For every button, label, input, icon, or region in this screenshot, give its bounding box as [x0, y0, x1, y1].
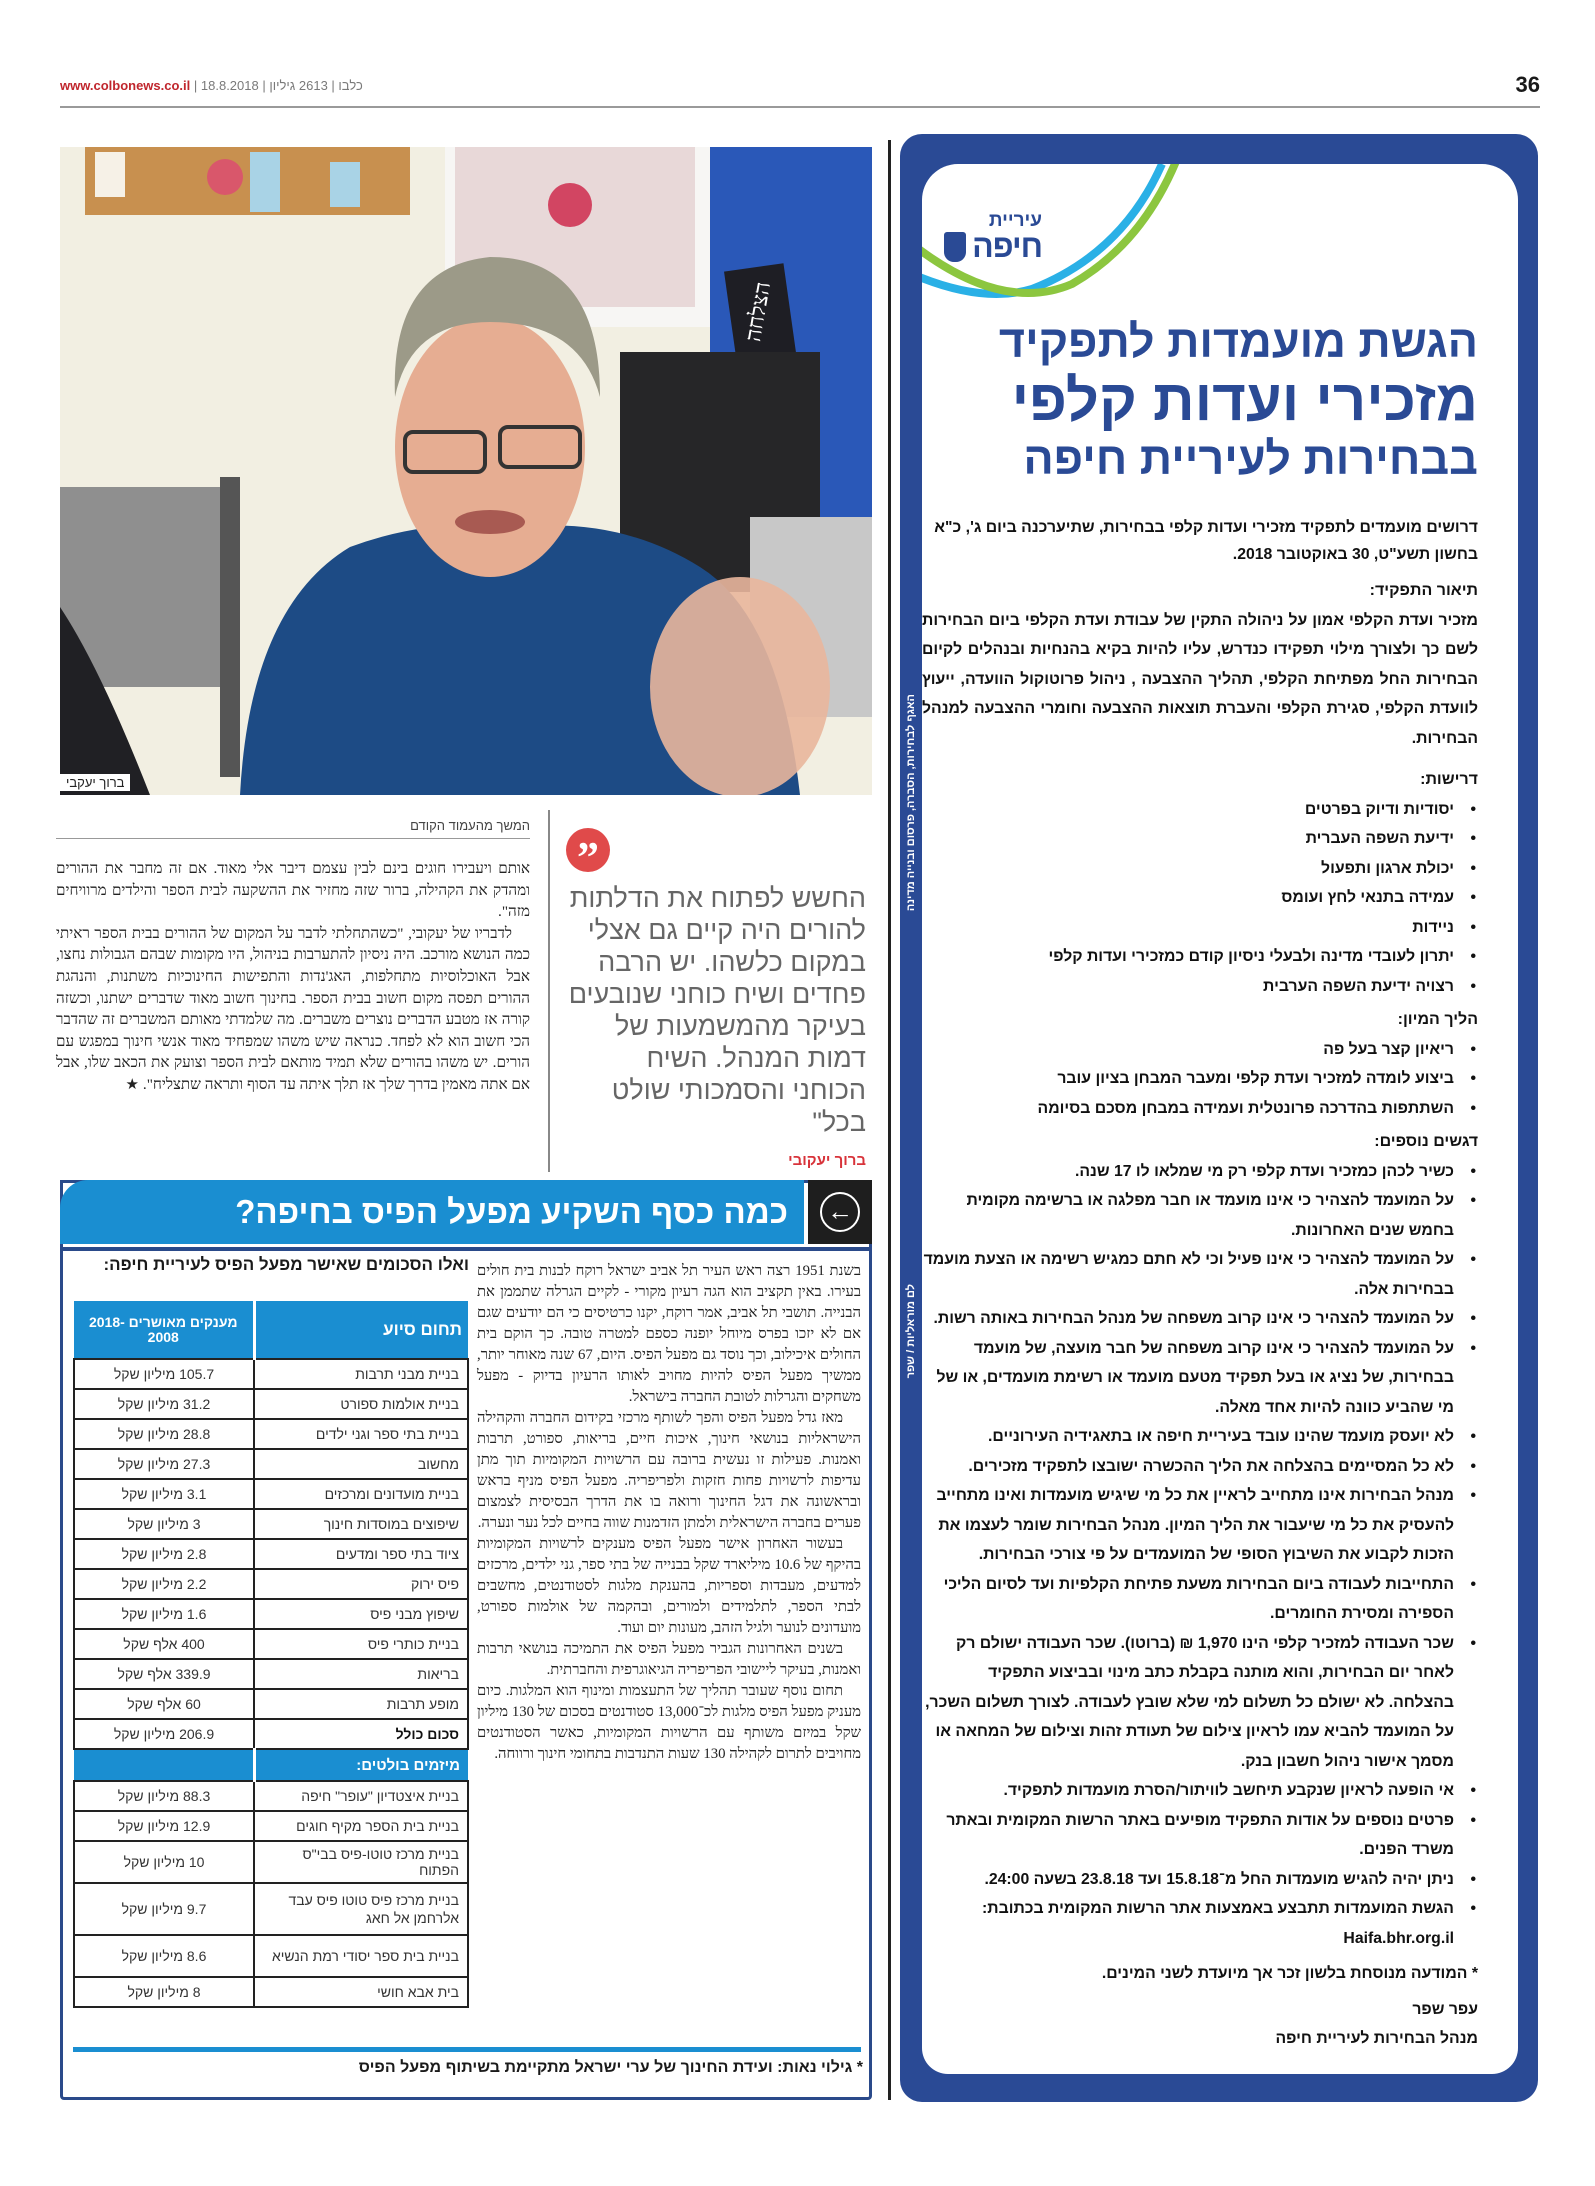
logo-big-text: חיפה	[972, 228, 1042, 264]
process-item: • ריאיון קצר בעל פה	[922, 1035, 1454, 1065]
table-cell-amount: 339.9 אלף שקל	[74, 1659, 254, 1689]
paper-name: כלבו	[338, 78, 363, 93]
table-cell-category: פיס ירוק	[254, 1569, 468, 1599]
page-header	[60, 72, 1540, 100]
table-row	[74, 1841, 468, 1883]
photo-credit: ברוך יעקבי	[60, 774, 130, 791]
info-box-header	[60, 1180, 872, 1244]
note-item: • שכר העבודה למזכיר קלפי הינו 1,970 ₪ (ברוטו). שכר העבודה ישולם רק לאחר יום הבחירות, והוא מותנה בקבלת כתב מינוי ובביצוע התפקיד בהצלחה. לא ישולם כל תשלום למי שלא שובץ לעבודה. לצורך תשלום השכר, על המועמד להביא עמו לראיון צילום של תעודת זהות וצילום של המחאה או מסמך אישור ניהול חשבון בנק.	[922, 1629, 1454, 1777]
table-row	[74, 1629, 468, 1659]
note-item: • לא כל המסיימים בהצלחה את הליך ההכשרה ישובצו לתפקיד מזכירים.	[922, 1452, 1454, 1482]
table-cell-category: בניית אולמות ספורט	[254, 1389, 468, 1419]
table-cell-category: בניית מבני תרבות	[254, 1359, 468, 1389]
table-cell-amount: 27.3 מיליון שקל	[74, 1449, 254, 1479]
table-cell-amount: 12.9 מיליון שקל	[74, 1811, 254, 1841]
ad-panel	[922, 164, 1518, 2074]
table-row	[74, 1599, 468, 1629]
ad-body	[922, 514, 1478, 2054]
process-item: • ביצוע לומדה למזכיר ועדת קלפי ומעבר המבחן בציון עובר	[922, 1064, 1454, 1094]
table-total-row	[74, 1719, 468, 1749]
note-item: • אי הופעה לראיון שנקבע תיחשב לוויתור/הסרת מועמדות לתפקיד.	[922, 1776, 1454, 1806]
table-row	[74, 1479, 468, 1509]
table-cell-category: בניית מרכז טוטו-פיס בבי"ס הפתוח	[254, 1841, 468, 1883]
pull-quote	[548, 810, 878, 1172]
table-cell-amount: 28.8 מיליון שקל	[74, 1419, 254, 1449]
table-row	[74, 1449, 468, 1479]
requirement-item: • יכולת ארגון ותפעול	[922, 854, 1454, 884]
issue-date: 18.8.2018	[200, 78, 259, 93]
process-list	[922, 1035, 1478, 1124]
logo-small-text: עיריית	[988, 210, 1042, 231]
table-cell-category: בניית מועדונים ומרכזים	[254, 1479, 468, 1509]
table-cell-category: בניית בית ספר יסודי רמת הנשיא	[254, 1935, 468, 1977]
requirement-item: • יסודיות ודיוק בפרטים	[922, 795, 1454, 825]
ad-headline	[918, 314, 1478, 486]
table-cell-category: ציוד בתי ספר ומדעים	[254, 1539, 468, 1569]
info-header-divider	[63, 1247, 869, 1251]
info-paragraph: בשנים האחרונות הגביר מפעל הפיס את התמיכה בנושאי תרבות ואמנות, בעיקר ליישובי הפריפריה הגיאוגרפית והחברתית.	[477, 1641, 861, 1678]
table-row	[74, 1419, 468, 1449]
note-item: • כשיר לכהן כמזכיר ועדת קלפי רק מי שמלאו לו 17 שנה.	[922, 1157, 1454, 1187]
table-subheader: מיזמים בולטים:	[254, 1749, 468, 1781]
continued-divider	[56, 838, 530, 839]
table-cell-amount: 8.6 מיליון שקל	[74, 1935, 254, 1977]
table-cell-amount: 8 מיליון שקל	[74, 1977, 254, 2007]
table-row	[74, 1689, 468, 1719]
table-cell-amount: 2.8 מיליון שקל	[74, 1539, 254, 1569]
ad-side-credit: לם מוראליות / שפר	[905, 1284, 917, 1379]
table-header-row	[74, 1301, 468, 1359]
table-cell-category: מחשוב	[254, 1449, 468, 1479]
section-title: תיאור התפקיד:	[1369, 582, 1478, 599]
haifa-elections-ad	[900, 134, 1538, 2102]
table-cell-amount: 206.9 מיליון שקל	[74, 1719, 254, 1749]
headline-line: מזכירי ועדות קלפי	[1011, 368, 1478, 433]
table-cell-category: בניית איצטדיון "עופר" חיפה	[254, 1781, 468, 1811]
table-cell-amount: 105.7 מיליון שקל	[74, 1359, 254, 1389]
table-cell-category: בניית בית הספר מקיף חוגים	[254, 1811, 468, 1841]
table-row	[74, 1659, 468, 1689]
column-header: תחום סיוע	[254, 1301, 468, 1359]
requirement-item: • יתרון לעובדי מדינה ולבעלי ניסיון קודם כמזכירי ועדות קלפי	[922, 942, 1454, 972]
requirement-item: • ניידות	[922, 913, 1454, 943]
info-body	[477, 1261, 869, 1765]
table-row	[74, 1359, 468, 1389]
page-number: 36	[1515, 72, 1540, 97]
info-paragraph: בעשור האחרון אישר מפעל הפיס מענקים לרשויות המקומיות בהיקף של 10.6 מיליארד שקל בבנייה של בתי ספר, גני ילדים, מרכזים למדעים, מעבדות וספריות, בהענקת מלגות לסטודנטים, מחשבים לבתי הספר, לתלמידים ולמורים, ובהקמה של אולמות ספורט, מועדונים לנוער ולגיל הזהב, מעונות יום ועוד.	[477, 1536, 861, 1636]
note-item: • על המועמד להצהיר כי אינו מועמד או חבר מפלגה או ברשימה מקומית בחמש שנים האחרונות.	[922, 1186, 1454, 1245]
table-cell-amount: 400 אלף שקל	[74, 1629, 254, 1659]
note-item: • התחייבות לעבודה ביום הבחירות משעת פתיחת הקלפיות ועד לסיום הליכי הספירה ומסירת החומרים.	[922, 1570, 1454, 1629]
article-photo	[60, 147, 872, 795]
note-item: • ניתן יהיה להגיש מועמדות החל מ־15.8.18 ועד 23.8.18 בשעה 24:00.	[922, 1865, 1454, 1895]
table-cell-category: בניית בתי ספר וגני ילדים	[254, 1419, 468, 1449]
requirement-item: • ידיעת השפה העברית	[922, 824, 1454, 854]
table-cell-category: מופע תרבות	[254, 1689, 468, 1719]
info-paragraph: תחום נוסף שעובר תהליך של התעצמות ומינוף הוא המלגות. כיום מעניק מפעל הפיס מלגות לכ־13,000 סטודנטים בסכום של 130 מיליון שקל במיזם משותף עם הרשויות המקומיות, כאשר הסטודנטים מחויבים לתרום לקהילה 130 שעות התנדבות בתחומי חינוך ורווחה.	[477, 1683, 861, 1762]
portrait-illustration	[60, 147, 872, 795]
table-cell-category: בניית מרכז פיס טוטו פיס עבד אלרחמן אל חאג	[254, 1883, 468, 1935]
quote-mark-icon: ”	[566, 828, 610, 872]
haifa-municipality-logo	[942, 204, 1082, 274]
column-header: מענקים מאושרים 2018-2008	[74, 1301, 254, 1359]
notes-list	[922, 1157, 1478, 1954]
table-row	[74, 1935, 468, 1977]
quote-author: ברוך יעקובי	[788, 1152, 866, 1169]
issue-number: 2613 גיליון	[269, 78, 328, 93]
info-box-title: כמה כסף השקיע מפעל הפיס בחיפה?	[60, 1180, 804, 1244]
table-cell-amount: 10 מיליון שקל	[74, 1841, 254, 1883]
headline-line: הגשת מועמדות לתפקיד	[998, 316, 1478, 367]
note-item: • הגשת המועמדות תתבצע באמצעות אתר הרשות המקומית בכתובת: Haifa.bhr.org.il	[922, 1894, 1454, 1953]
signer-title: מנהל הבחירות לעיריית חיפה	[1275, 2030, 1478, 2047]
process-item: • השתתפות בהדרכה פרונטלית ועמידה במבחן מסכם בסיומה	[922, 1094, 1454, 1124]
table-row	[74, 1883, 468, 1935]
note-item: • פרטים נוספים על אודות התפקיד מופיעים באתר הרשות המקומית ובאתר משרד הפנים.	[922, 1806, 1454, 1865]
article-paragraph: אותם ויעבירו חוגים בינם לבין עצמם דיבר אלי מאוד. אם זה מחבר את ההורים ומהדק את הקהילה, ברור שזה מחזיר את ההשקעה לבית הספר והילדים מרוויחים מזה".	[56, 860, 530, 921]
note-item: • על המועמד להצהיר כי אינו קרוב משפחה של מנהל הבחירות באותה רשות.	[922, 1304, 1454, 1334]
ad-footnote: * המודעה מנוסחת בלשון זכר אך מיועדת לשני המינים.	[1101, 1965, 1478, 1982]
note-item: • על המועמד להצהיר כי אינו פעיל וכי לא חתם כמגיש רשימה או הצעת מועמד בבחירות אלה.	[922, 1245, 1454, 1304]
section-title: דרישות:	[1420, 771, 1478, 788]
table-cell-amount: 60 אלף שקל	[74, 1689, 254, 1719]
site-url[interactable]: www.colbonews.co.il	[60, 78, 191, 93]
role-description: מזכיר ועדת הקלפי אמון על ניהולה התקין של עבודת ועדת הקלפי ביום הבחירות לשם כך ולצורך מילוי תפקידו כנדרש, עליו להיות בקיא בהנחיות ובנהלים לקיום הבחירות החל מפתיחת הקלפי, תהליך ההצבעה , ניהול פרוטוקול הוועדה, ייעוץ לוועדת הקלפי, סגירת הקלפי והעברת תוצאות ההצבעה וחומרי ההצבעה למנהל הבחירות.	[922, 611, 1478, 747]
arrow-left-circle-icon: ←	[808, 1180, 872, 1244]
table-cell-amount: 31.2 מיליון שקל	[74, 1389, 254, 1419]
article-body	[56, 858, 530, 1096]
note-item: • לא יועסק מועמד שהינו עובד בעיריית חיפה או בתאגידיה העירוניים.	[922, 1422, 1454, 1452]
table-title: ואלו הסכומים שאישר מפעל הפיס לעיריית חיפה:	[103, 1255, 469, 1274]
header-divider	[60, 106, 1540, 108]
headline-line: בבחירות לעיריית חיפה	[1023, 433, 1478, 484]
note-item: • על המועמד להצהיר כי אינו קרוב משפחה של חבר מועצה, של מועמד בבחירות, של נציג או בעל תפקיד מטעם מועמד או רשימת מועמדים, או של מי שהביע כוונה להיות אחד מאלה.	[922, 1334, 1454, 1423]
masthead: www.colbonews.co.il | כלבו | 2613 גיליון | 18.8.2018	[60, 78, 363, 93]
table-row	[74, 1811, 468, 1841]
table-row	[74, 1781, 468, 1811]
signer-name: עפר שפר	[1412, 2000, 1478, 2018]
table-row	[74, 1509, 468, 1539]
info-paragraph: מאז גדל מפעל הפיס והפך לשותף מרכזי בקידום החברה והקהילה הישראליות בנושאי חינוך, איכות חיים, בריאות, ספורט, תרבות ואמנות. פעילות זו נעשית ברובה עם הרשויות המקומיות תוך מתן עדיפות לרשויות פחות חזקות ולפריפריה. מפעל הפיס מניף בראש ובראשונה את דגל החינוך ורואה בו את הדרך הבסיסית לצמצום פערים בחברה הישראלית ולמתן הזדמנות שווה בחיים לכל נער ונערה.	[477, 1410, 861, 1531]
requirement-item: • רצויה ידיעת השפה הערבית	[922, 972, 1454, 1002]
table-cell-category: שיפוץ מבני פיס	[254, 1599, 468, 1629]
info-box	[60, 1180, 872, 2100]
table-row	[74, 1977, 468, 2007]
info-footer-divider	[73, 2047, 861, 2052]
column-divider	[888, 140, 891, 2100]
disclosure-note: * גילוי נאות: ועידת החינוך של ערי ישראל מתקיימת בשיתוף מפעל הפיס	[358, 2059, 863, 2076]
quote-text: החשש לפתוח את הדלתות להורים היה קיים גם אצלי במקום כלשהו. יש הרבה פחדים ושיח כוחני שנובעים בעיקר מהמשמעות של דמות המנהל. השיח הכוחני והסמכותי שולט בכל"	[568, 883, 866, 1137]
table-subheader-row	[74, 1749, 468, 1781]
wall-sign: הצלחה	[740, 279, 776, 344]
table-cell-category: סכום כולל	[254, 1719, 468, 1749]
section-title: דגשים נוספים:	[1374, 1133, 1478, 1150]
table-cell-category: שיפוצים במוסדות חינוך	[254, 1509, 468, 1539]
table-cell-category: בית אבא חושי	[254, 1977, 468, 2007]
city-emblem-icon	[944, 232, 966, 262]
table-cell-amount: 9.7 מיליון שקל	[74, 1883, 254, 1935]
ad-side-credit: האגף לבחירות, הסברה, פרסום ובנייה מדינה	[905, 694, 917, 912]
info-paragraph: בשנת 1951 רצה ראש העיר תל אביב ישראל רוקח לבנות בית חולים בעירו. באין תקציב הוא הגה רעיון מקורי - לקיים הגרלה שתממן את הבנייה. תושבי תל אביב, אמר רוקח, יקנו כרטיסים כי הם יודעים שגם אם לא יזכו בפרס מיוחל יופנה כספם למטרה טובה. כך הוקם בית החולים איכילוב, וכך נוסד גם מפעל הפיס. היום, 67 שנה מאוחר יותר, ממשיך מפעל הפיס להיות מחויב לאותו הרעיון בדיוק - מפעל משחקים והגרלות לטובת החברה בישראל.	[477, 1263, 861, 1405]
table-subheader-empty	[74, 1749, 254, 1781]
table-cell-category: בריאות	[254, 1659, 468, 1689]
table-cell-amount: 2.2 מיליון שקל	[74, 1569, 254, 1599]
table-cell-amount: 3 מיליון שקל	[74, 1509, 254, 1539]
requirement-item: • עמידה בתנאי לחץ ועומס	[922, 883, 1454, 913]
table-row	[74, 1389, 468, 1419]
table-cell-category: בניית כותרי פיס	[254, 1629, 468, 1659]
table-row	[74, 1539, 468, 1569]
table-cell-amount: 1.6 מיליון שקל	[74, 1599, 254, 1629]
note-item: • מנהל הבחירות אינו מתחייב לראיין את כל מי שיגיש מועמדות ואינו מתחייב להעסיק את כל מי שיעבור את הליך המיון. מנהל הבחירות שומר לעצמו את הזכות לקבוע את השיבוץ הסופי של המועמדים על פי צורכי הבחירות.	[922, 1481, 1454, 1570]
table-row	[74, 1569, 468, 1599]
table-cell-amount: 88.3 מיליון שקל	[74, 1781, 254, 1811]
table-cell-amount: 3.1 מיליון שקל	[74, 1479, 254, 1509]
continued-label: המשך מהעמוד הקודם	[410, 818, 530, 833]
ad-intro: דרושים מועמדים לתפקיד מזכירי ועדות קלפי בבחירות, שתיערכנה ביום ג', כ"א בחשון תשע"ט, 30 באוקטובר 2018.	[934, 519, 1478, 563]
article-paragraph: לדבריו של יעקובי, "כשהתחלתי לדבר על המקום של ההורים בבית הספר ראיתי כמה הנושא מורכב. היה ניסיון להתערבות בניהול, היו מקומות שבהם הגבולות נחצו, אבל האוכלוסיות מתחלפות, האג'נדות והתפישות החינוכיות משתנות, והנהגת ההורים תפסה מקום חשוב בבית הספר. בחינוך חשוב מאוד שדברים ישתנו, וכשזה קורה אז מטבע הדברים נוצרים משברים. מה שלמדתי מאותם המשברים זה שהדבר הכי חשוב הוא לא לפחד. כנראה שיש משהו שמפחיד מאוד אנשי חינוך במפגש עם הורים. יש משהו בהורים שלא תמיד מותאם לבית הספר וצועק את הכאב שלו, אבל אם אתה מאמין בדרך שלך אז תלך איתה עד הסוף ותראה שתצליח". ★	[56, 924, 530, 1093]
grants-table	[73, 1301, 469, 2008]
requirements-list	[922, 795, 1478, 1002]
section-title: הליך המיון:	[1397, 1011, 1478, 1028]
